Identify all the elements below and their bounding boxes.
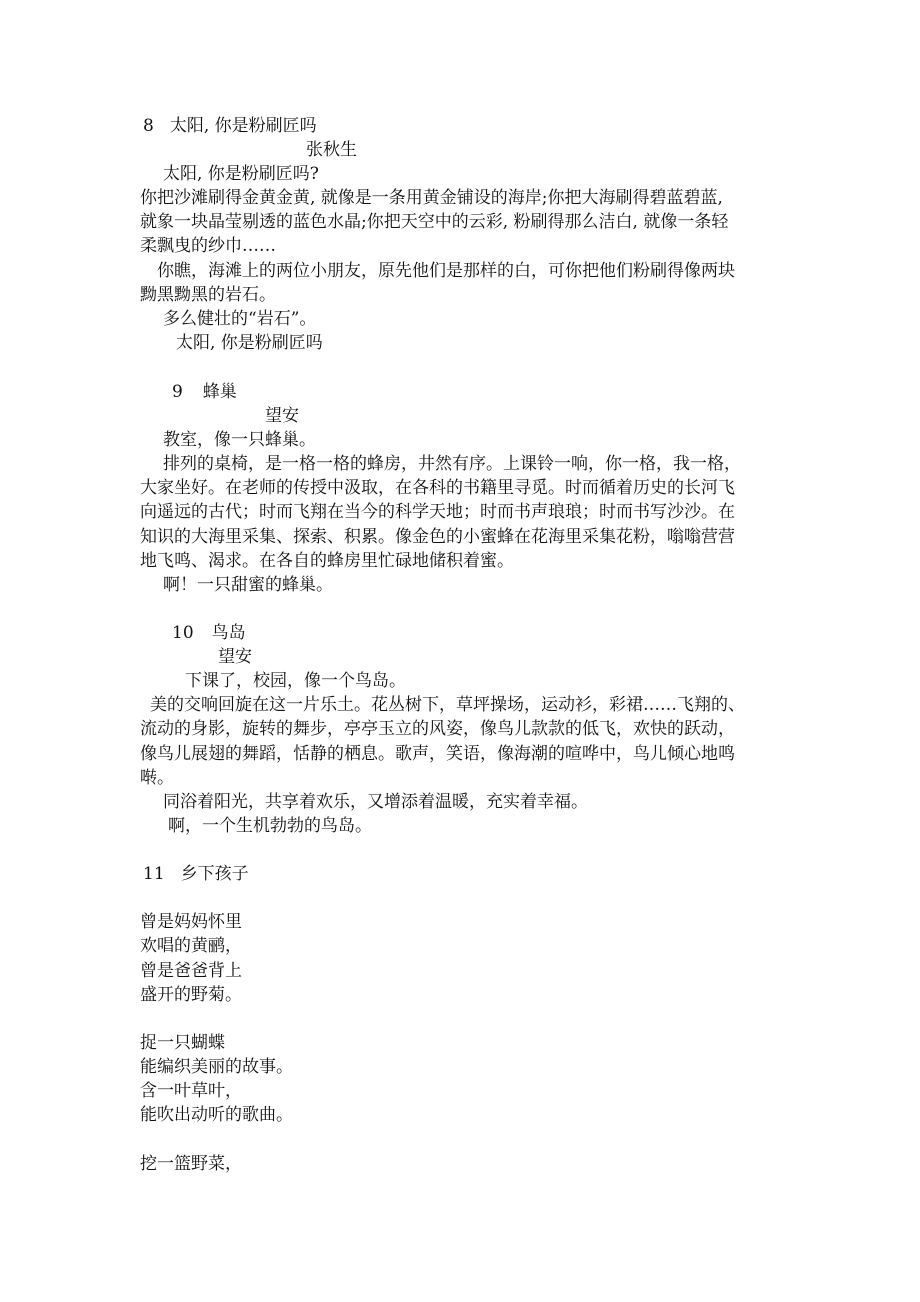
poem-9-line: 知识的大海里采集、探索、积累。像金色的小蜜蜂在花海里采集花粉，嗡嗡营营 (140, 527, 735, 547)
poem-11-verse-line: 曾是妈妈怀里 (140, 912, 242, 932)
poem-11-verse-line: 曾是爸爸背上 (140, 961, 242, 981)
poem-9-heading (172, 380, 237, 404)
poem-10-line: 下课了，校园，像一个鸟岛。 (185, 671, 406, 691)
poem-8-line: 你瞧，海滩上的两位小朋友，原先他们是那样的白，可你把他们粉刷得像两块 (157, 261, 735, 281)
poem-10-heading (172, 621, 246, 645)
poem-8-line: 你把沙滩刷得金黄金黄, 就像是一条用黄金铺设的海岸;你把大海刷得碧蓝碧蓝, (140, 188, 723, 208)
poem-10-line: 同浴着阳光，共享着欢乐，又增添着温暖，充实着幸福。 (163, 792, 588, 812)
poem-10-line: 啊，一个生机勃勃的鸟岛。 (168, 816, 372, 836)
poem-11-verse-line: 含一叶草叶， (140, 1081, 242, 1101)
poem-11-title: 乡下孩子 (180, 864, 249, 884)
poem-9-line: 向遥远的古代；时而飞翔在当今的科学天地；时而书声琅琅；时而书写沙沙。在 (140, 502, 735, 522)
poem-8-line: 太阳, 你是粉刷匠吗 (176, 333, 323, 353)
poem-9-line: 教室，像一只蜂巢。 (163, 430, 316, 450)
poem-11-heading (143, 862, 249, 886)
poem-10-line: 美的交响回旋在这一片乐土。花丛树下，草坪操场，运动衫，彩裙……飞翔的、 (150, 695, 745, 715)
poem-11-verse-line: 捉一只蝴蝶 (140, 1033, 225, 1053)
poem-8-line: 黝黑黝黑的岩石。 (140, 285, 276, 305)
poem-10-title: 鸟岛 (211, 623, 246, 643)
poem-8-title: 太阳, 你是粉刷匠吗 (169, 116, 317, 136)
poem-8-number: 8 (143, 116, 154, 136)
poem-8-heading (143, 114, 317, 138)
poem-10-line: 流动的身影，旋转的舞步，亭亭玉立的风姿，像鸟儿款款的低飞，欢快的跃动， (140, 719, 735, 739)
poem-10-number: 10 (172, 623, 194, 643)
poem-9-title: 蜂巢 (202, 382, 237, 402)
poem-9-line: 地飞鸣、渴求。在各自的蜂房里忙碌地储积着蜜。 (140, 551, 514, 571)
poem-8-line: 多么健壮的“岩石”。 (163, 309, 317, 329)
poem-11-verse-line: 盛开的野菊。 (140, 985, 242, 1005)
poem-10-author: 望安 (218, 647, 252, 667)
poem-9-line: 大家坐好。在老师的传授中汲取，在各科的书籍里寻觅。时而循着历史的长河飞 (140, 478, 735, 498)
poem-8-line: 太阳, 你是粉刷匠吗? (163, 164, 319, 184)
poem-9-number: 9 (172, 382, 183, 402)
poem-11-verse-line: 能吹出动听的歌曲。 (140, 1105, 293, 1125)
poem-11-number: 11 (143, 864, 165, 884)
poem-11-verse-line: 能编织美丽的故事。 (140, 1057, 293, 1077)
poem-10-line: 啭。 (140, 768, 174, 788)
poem-8-author: 张秋生 (306, 140, 357, 160)
poem-8-line: 就象一块晶莹剔透的蓝色水晶;你把天空中的云彩, 粉刷得那么洁白, 就像一条轻 (140, 212, 729, 232)
poem-10-line: 像鸟儿展翅的舞蹈，恬静的栖息。歌声，笑语，像海潮的喧哗中，鸟儿倾心地鸣 (140, 744, 735, 764)
poem-9-author: 望安 (265, 406, 299, 426)
poem-8-line: 柔飘曳的纱巾…… (140, 236, 276, 256)
poem-11-verse-line: 欢唱的黄鹂， (140, 936, 242, 956)
poem-9-line: 啊！一只甜蜜的蜂巢。 (163, 575, 333, 595)
poem-9-line: 排列的桌椅，是一格一格的蜂房，井然有序。上课铃一响，你一格，我一格， (163, 454, 741, 474)
poem-11-verse-line: 挖一篮野菜， (140, 1154, 242, 1174)
